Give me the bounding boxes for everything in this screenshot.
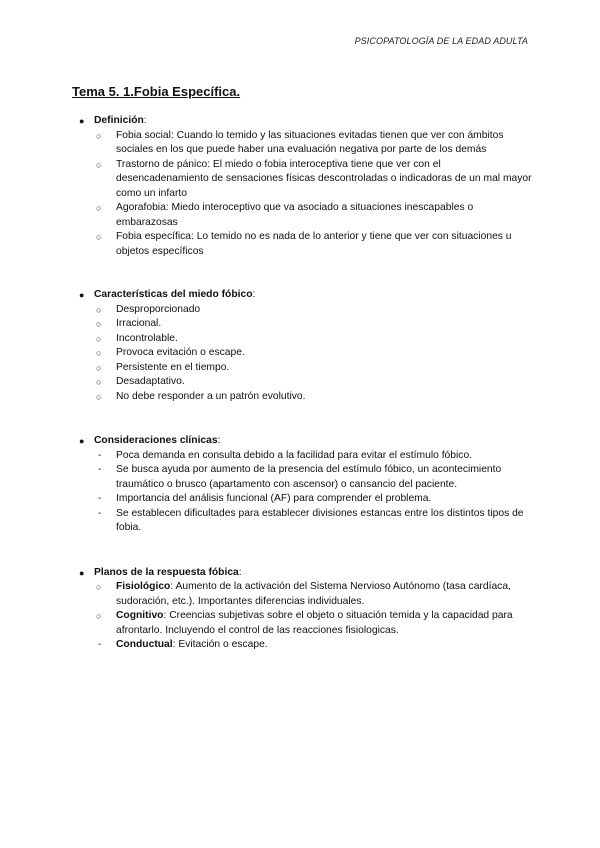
list-item [72,638,532,653]
list-item-text: Fobia específica: Lo temido no es nada de lo anterior y tiene que ver con situaciones u objetos específicos [116,231,512,257]
list-item-text: Incontrolable. [116,332,178,344]
list-item [72,609,532,638]
characteristics-list [72,303,532,405]
list-item [72,230,532,259]
term-label: Conductual [116,639,173,650]
section-heading: ● Planos de la respuesta fóbica: [72,566,532,581]
circle-bullet-icon: ○ [96,582,102,592]
list-item [72,361,532,376]
term-label: Cognitivo [116,610,164,621]
circle-bullet-icon: ○ [96,348,102,358]
list-item [72,375,532,390]
list-item-text: Desadaptativo. [116,376,185,387]
list-item-text: Fobia social: Cuando lo temido y las situaciones evitadas tienen que ver con ámbitos sociales en los que puede haber una evaluación negativa por parte de los demás [116,129,504,155]
circle-bullet-icon: ○ [96,333,102,344]
list-item-text: Trastorno de pánico: El miedo o fobia interoceptiva tiene que ver con el desencadenamiento de sensaciones físicas descontroladas o indicadoras de un mal mayor como un infarto [116,158,532,199]
bullet-icon: ● [79,290,85,300]
list-item [72,507,532,536]
list-item [72,449,532,464]
term-description: : Evitación o escape. [172,639,268,650]
list-item [72,332,532,347]
list-item [72,129,532,158]
list-item [72,317,532,332]
list-item-text: Desproporcionado [116,303,201,315]
list-item [72,346,532,361]
list-item-text: Se busca ayuda por aumento de la presencia del estímulo fóbico, un acontecimiento traumático o brusco (apartamento con ascensor) o cansancio del paciente. [116,464,502,490]
section-heading-label: Definición [94,115,144,126]
circle-bullet-icon: ○ [96,391,102,402]
section-heading: ● Consideraciones clínicas: [72,434,532,449]
document-body [72,114,532,653]
list-item [72,303,532,318]
list-item-text: Irracional. [116,318,162,329]
dash-bullet-icon: - [98,464,102,475]
section-heading: ● Características del miedo fóbico: [72,288,532,303]
circle-bullet-icon: ○ [96,362,102,373]
section-planos [72,566,532,653]
circle-bullet-icon: ○ [96,377,102,387]
dash-bullet-icon: - [98,449,102,461]
definition-list [72,129,532,260]
list-item [72,580,532,609]
list-item [72,463,532,492]
bullet-icon: ● [79,567,85,578]
bullet-icon: ● [79,436,85,446]
term-description: : Aumento de la activación del Sistema Nervioso Autónomo (tasa cardíaca, sudoración, etc.). Importantes diferencias individuales. [116,581,511,607]
list-item [72,201,532,230]
list-item [72,158,532,202]
bullet-icon: ● [79,116,85,126]
section-caracteristicas [72,288,532,404]
circle-bullet-icon: ○ [96,232,102,242]
document-title: Tema 5. 1.Fobia Específica. [72,84,241,99]
list-item [72,390,532,405]
response-planes-list [72,580,532,653]
dash-bullet-icon: - [98,639,102,650]
list-item [72,492,532,507]
list-item-text: No debe responder a un patrón evolutivo. [116,390,306,402]
dash-bullet-icon: - [98,493,102,504]
list-item-text: Se establecen dificultades para establecer divisiones estancas entre los distintos tipos de fobia. [116,507,524,533]
circle-bullet-icon: ○ [96,611,102,621]
section-consideraciones [72,434,532,536]
circle-bullet-icon: ○ [96,159,102,170]
circle-bullet-icon: ○ [96,203,102,213]
list-item-text: Importancia del análisis funcional (AF) para comprender el problema. [116,493,432,504]
section-heading-label: Planos de la respuesta fóbica [94,566,239,578]
term-description: : Creencias subjetivas sobre el objeto o situación temida y la capacidad para afrontarlo. Incluyendo el control de las reacciones fisiologicas. [116,610,513,636]
list-item-text: Poca demanda en consulta debido a la facilidad para evitar el estímulo fóbico. [116,449,473,461]
section-definicion [72,114,532,259]
clinical-list [72,449,532,536]
term-label: Fisiológico [116,581,171,592]
list-item-text: Persistente en el tiempo. [116,361,230,373]
circle-bullet-icon: ○ [96,130,102,141]
circle-bullet-icon: ○ [96,319,102,329]
list-item-text: Agorafobia: Miedo interoceptivo que va asociado a situaciones inescapables o embarazosas [116,202,474,228]
running-header: PSICOPATOLOGÍA DE LA EDAD ADULTA [354,36,528,46]
section-heading-label: Características del miedo fóbico [94,289,253,300]
section-heading-label: Consideraciones clínicas [94,435,218,446]
dash-bullet-icon: - [98,507,102,519]
list-item-text: Provoca evitación o escape. [116,347,245,358]
circle-bullet-icon: ○ [96,304,102,315]
section-heading: ● Definición: [72,114,532,129]
